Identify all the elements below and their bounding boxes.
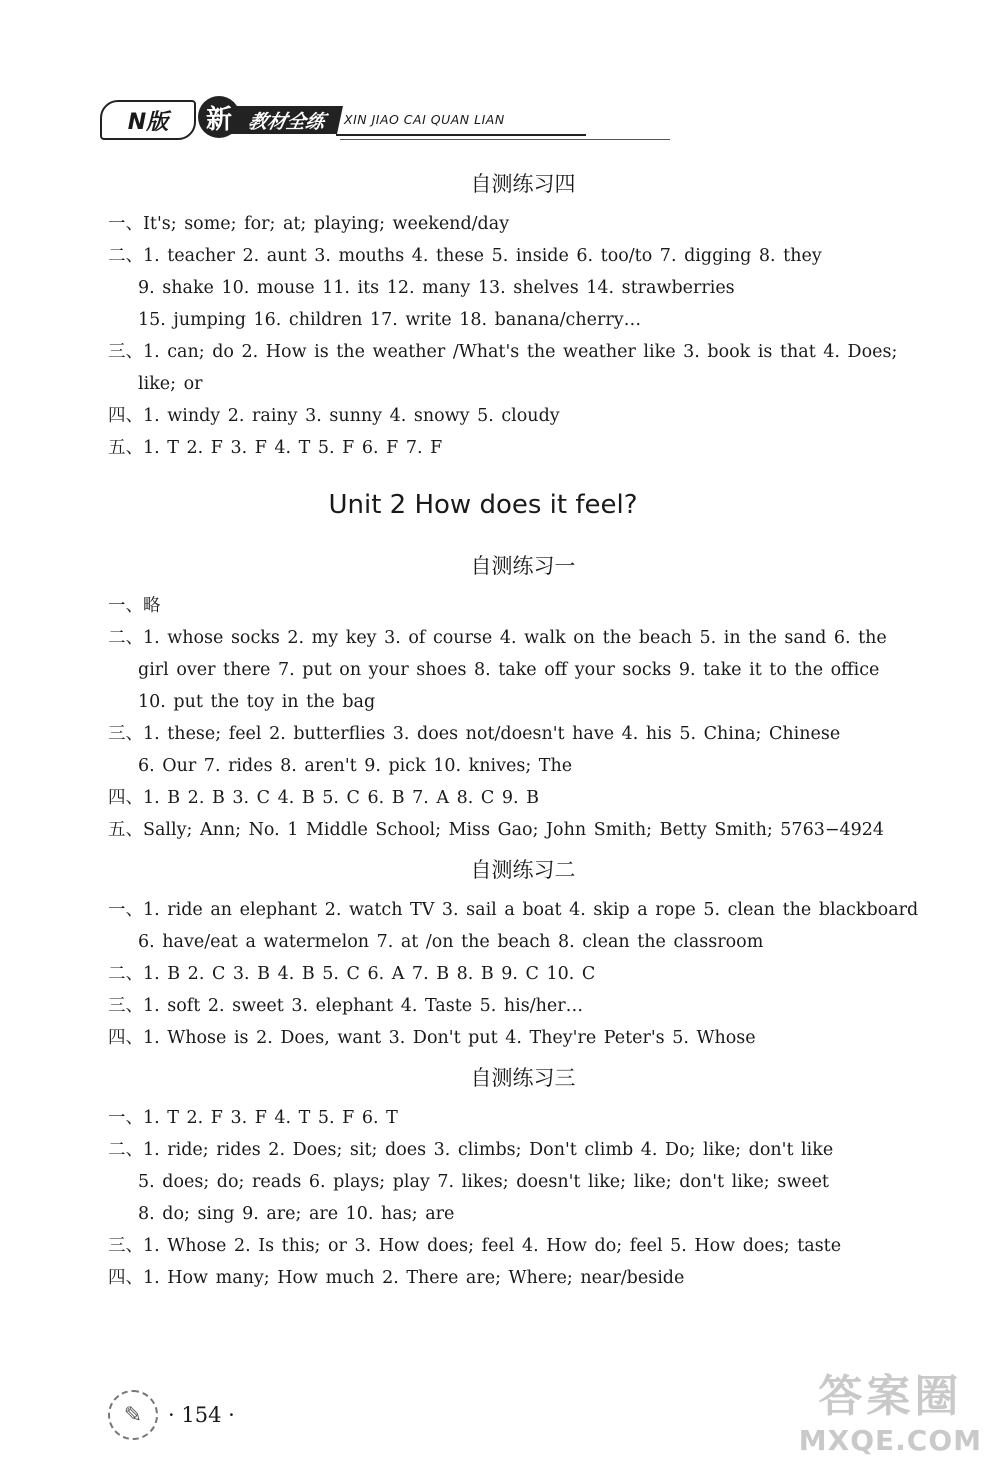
answer-line: 10. put the toy in the bag — [138, 692, 376, 712]
answer-line: like; or — [138, 374, 203, 394]
xin-logo-circle: 新 — [198, 96, 240, 138]
page-number: · 154 · — [168, 1403, 235, 1427]
answer-line: 二、1. whose socks 2. my key 3. of course 4. walk on the beach 5. in the sand 6. the — [108, 628, 887, 648]
page-footer — [108, 1390, 235, 1440]
edition-badge: N版 — [100, 100, 196, 140]
answer-line: 五、Sally; Ann; No. 1 Middle School; Miss Gao; John Smith; Betty Smith; 5763−4924 — [108, 820, 885, 840]
section-title: 自测练习四 — [470, 172, 576, 196]
answer-line: 四、1. Whose is 2. Does, want 3. Don't put 4. They're Peter's 5. Whose — [108, 1028, 756, 1048]
answer-line: 5. does; do; reads 6. plays; play 7. likes; doesn't like; like; don't like; sweet — [138, 1172, 829, 1192]
answer-line: 一、1. ride an elephant 2. watch TV 3. sail a boat 4. skip a rope 5. clean the blackboard — [108, 900, 919, 920]
answer-line: 一、略 — [108, 596, 161, 616]
answer-line: 三、1. soft 2. sweet 3. elephant 4. Taste 5. his/her… — [108, 996, 584, 1016]
answer-line: 二、1. teacher 2. aunt 3. mouths 4. these 5. inside 6. too/to 7. digging 8. they — [108, 246, 822, 266]
answer-line: 四、1. How many; How much 2. There are; Where; near/beside — [108, 1268, 685, 1288]
answer-line: 三、1. can; do 2. How is the weather /What's the weather like 3. book is that 4. Does; — [108, 342, 898, 362]
site-watermark — [799, 1360, 982, 1457]
series-pinyin: XIN JIAO CAI QUAN LIAN — [344, 112, 505, 127]
answer-key-content — [108, 168, 938, 1294]
answer-line: 8. do; sing 9. are; are 10. has; are — [138, 1204, 455, 1224]
answer-line: 三、1. Whose 2. Is this; or 3. How does; feel 4. How do; feel 5. How does; taste — [108, 1236, 842, 1256]
watermark-logo-text: 答案圈 — [818, 1371, 963, 1422]
section-title: 自测练习三 — [470, 1066, 576, 1090]
answer-line: 三、1. these; feel 2. butterflies 3. does not/doesn't have 4. his 5. China; Chinese — [108, 724, 841, 744]
section-title: 自测练习一 — [470, 554, 576, 578]
answer-line: 6. Our 7. rides 8. aren't 9. pick 10. knives; The — [138, 756, 573, 776]
answer-line: 6. have/eat a watermelon 7. at /on the beach 8. clean the classroom — [138, 932, 764, 952]
header-rule-thin — [340, 139, 670, 140]
answer-line: 四、1. B 2. B 3. C 4. B 5. C 6. B 7. A 8. C 9. B — [108, 788, 539, 808]
header-rule — [336, 134, 586, 136]
answer-line: 一、1. T 2. F 3. F 4. T 5. F 6. T — [108, 1108, 398, 1128]
answer-line: girl over there 7. put on your shoes 8. take off your socks 9. take it to the office — [138, 660, 880, 680]
answer-line: 15. jumping 16. children 17. write 18. banana/cherry… — [138, 310, 642, 330]
section-title: 自测练习二 — [470, 858, 576, 882]
series-name-band: 教材全练 — [231, 106, 343, 134]
mascot-icon: ✎ — [108, 1390, 158, 1440]
answer-line: 二、1. B 2. C 3. B 4. B 5. C 6. A 7. B 8. B 9. C 10. C — [108, 964, 596, 984]
book-header — [100, 96, 620, 144]
answer-line: 四、1. windy 2. rainy 3. sunny 4. snowy 5. cloudy — [108, 406, 560, 426]
answer-line: 二、1. ride; rides 2. Does; sit; does 3. climbs; Don't climb 4. Do; like; don't like — [108, 1140, 834, 1160]
answer-line: 9. shake 10. mouse 11. its 12. many 13. shelves 14. strawberries — [138, 278, 735, 298]
answer-line: 五、1. T 2. F 3. F 4. T 5. F 6. F 7. F — [108, 438, 443, 458]
answer-line: 一、It's; some; for; at; playing; weekend/day — [108, 214, 510, 234]
watermark-url: MXQE.COM — [798, 1424, 982, 1457]
unit-title: Unit 2 How does it feel? — [328, 490, 638, 520]
